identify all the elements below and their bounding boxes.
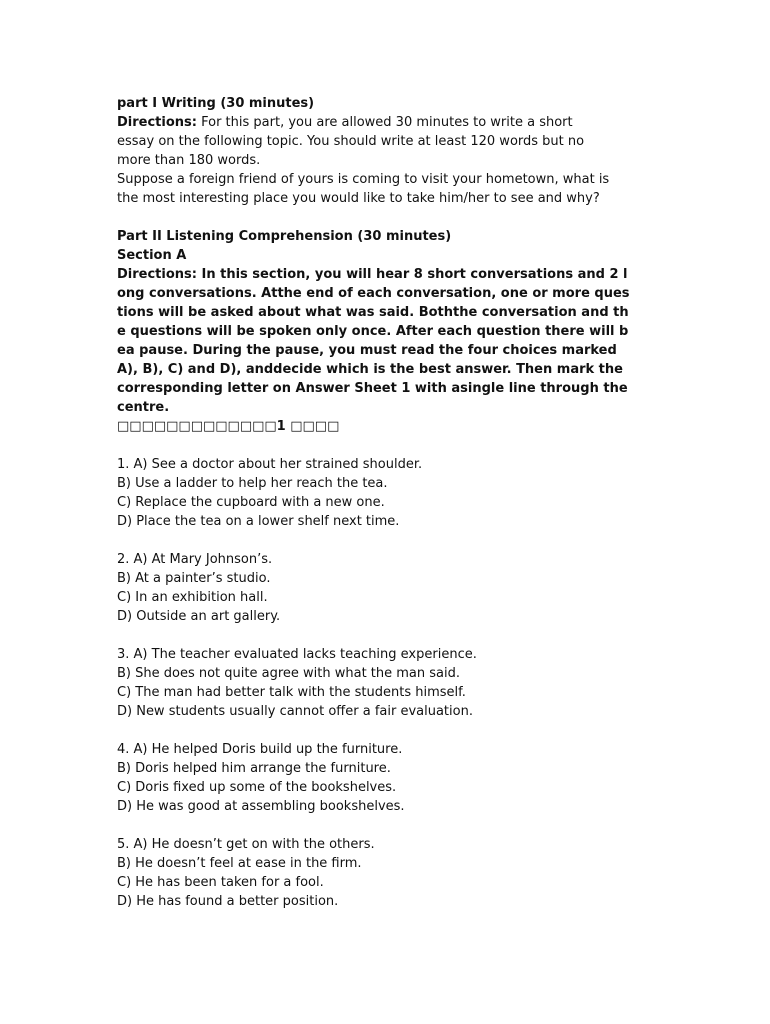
question-option: B) She does not quite agree with what the man said. [117,666,460,681]
part1-directions-line [117,113,657,132]
question-option: B) At a painter’s studio. [117,571,271,586]
part2-directions-line: e questions will be spoken only once. After each question there will b [117,324,629,339]
question-3 [117,645,657,721]
question-option: 4. A) He helped Doris build up the furniture. [117,742,403,757]
part1-title: part I Writing (30 minutes) [117,96,315,111]
part1-topic-line: Suppose a foreign friend of yours is coming to visit your hometown, what is [117,172,610,187]
spacer [117,436,657,455]
part2-note: □□□□□□□□□□□□□1 □□□□ [117,419,340,434]
question-option: B) Use a ladder to help her reach the tea. [117,476,388,491]
section-title: Section A [117,248,187,263]
question-1 [117,455,657,531]
question-option: 3. A) The teacher evaluated lacks teaching experience. [117,647,477,662]
question-option: C) The man had better talk with the students himself. [117,685,466,700]
question-option: D) He was good at assembling bookshelves. [117,799,405,814]
part1-directions-line: essay on the following topic. You should write at least 120 words but no [117,134,585,149]
question-option: C) Replace the cupboard with a new one. [117,495,385,510]
question-option: D) New students usually cannot offer a fair evaluation. [117,704,473,719]
spacer [117,721,657,740]
spacer [117,626,657,645]
question-option: 2. A) At Mary Johnson’s. [117,552,273,567]
part2-directions-line: ong conversations. Atthe end of each conversation, one or more ques [117,286,630,301]
part2-directions-line: centre. [117,400,170,415]
question-option: C) He has been taken for a fool. [117,875,324,890]
question-option: 5. A) He doesn’t get on with the others. [117,837,375,852]
part1-directions-text: For this part, you are allowed 30 minutes to write a short [196,115,573,130]
part1-directions-label: Directions: [117,115,197,130]
part2-directions-line: corresponding letter on Answer Sheet 1 with asingle line through the [117,381,628,396]
part2-directions-line: tions will be asked about what was said. Boththe conversation and th [117,305,629,320]
spacer [117,816,657,835]
question-option: 1. A) See a doctor about her strained shoulder. [117,457,423,472]
part2-directions-line: Directions: In this section, you will hear 8 short conversations and 2 l [117,267,628,282]
question-option: C) In an exhibition hall. [117,590,268,605]
question-option: D) Place the tea on a lower shelf next time. [117,514,400,529]
question-4 [117,740,657,816]
question-option: D) He has found a better position. [117,894,339,909]
question-option: B) He doesn’t feel at ease in the firm. [117,856,362,871]
spacer [117,208,657,227]
part2-directions-line: ea pause. During the pause, you must read the four choices marked [117,343,617,358]
part2-directions-line: A), B), C) and D), anddecide which is the best answer. Then mark the [117,362,623,377]
spacer [117,531,657,550]
question-option: C) Doris fixed up some of the bookshelves. [117,780,397,795]
question-2 [117,550,657,626]
question-option: B) Doris helped him arrange the furniture. [117,761,391,776]
part1-topic-line: the most interesting place you would like to take him/her to see and why? [117,191,600,206]
question-option: D) Outside an art gallery. [117,609,281,624]
part2-title: Part II Listening Comprehension (30 minutes) [117,229,452,244]
document-page [117,94,657,911]
question-5 [117,835,657,911]
part1-directions-line: more than 180 words. [117,153,261,168]
